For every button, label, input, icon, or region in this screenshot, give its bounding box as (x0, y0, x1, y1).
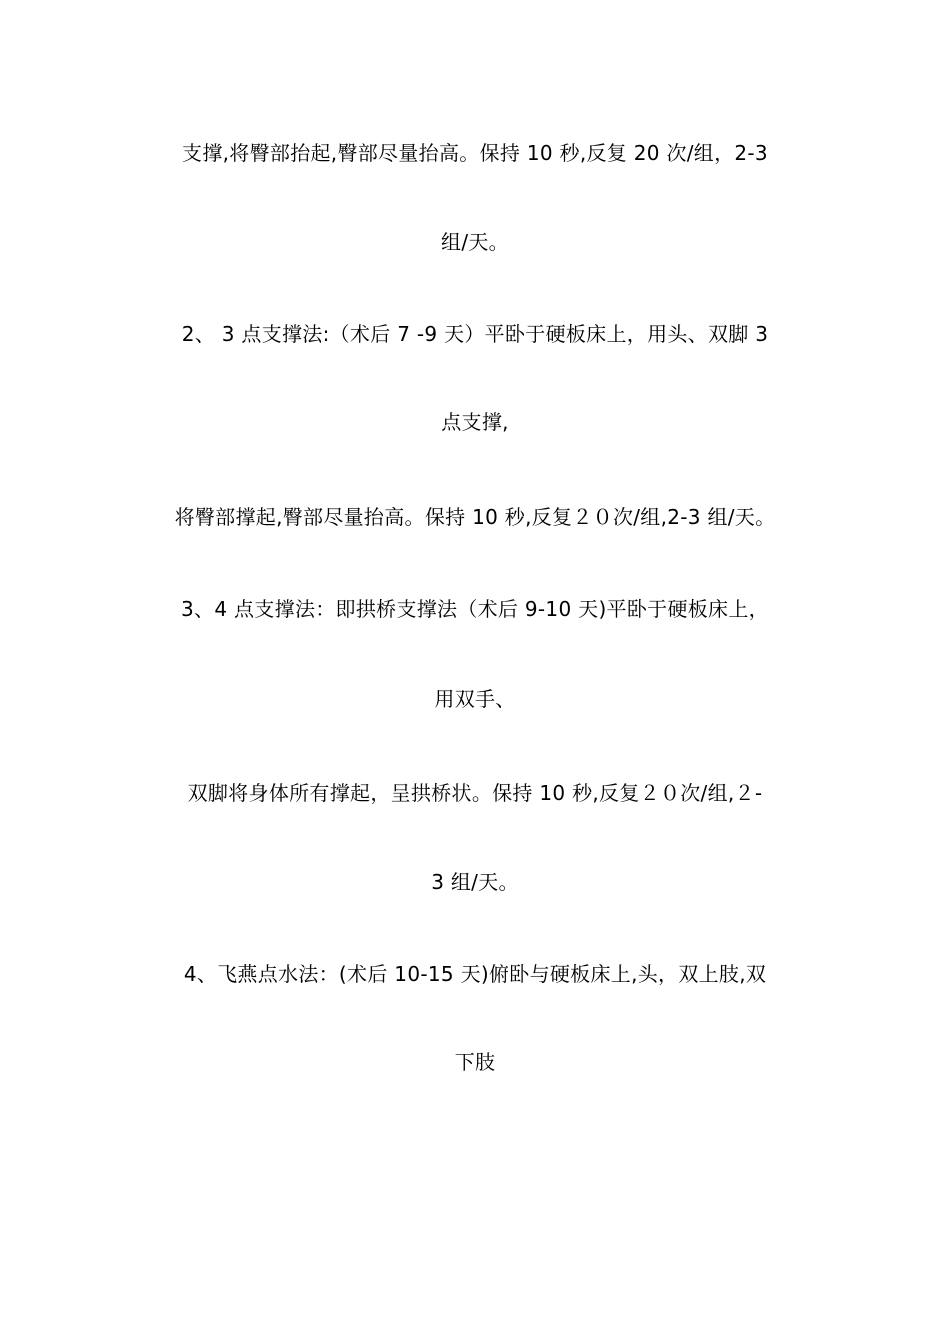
text-line: 下肢 (454, 1050, 496, 1074)
text-line: 双脚将身体所有撑起，呈拱桥状。保持 10 秒,反复２０次/组,２- (187, 781, 763, 805)
text-line: 点支撑, (441, 410, 509, 434)
text-line: 2、 3 点支撑法:（术后 7 -9 天）平卧于硬板床上，用头、双脚 3 (181, 322, 769, 346)
text-line: 将臀部撑起,臀部尽量抬高。保持 10 秒,反复２０次/组,2-3 组/天。 (174, 505, 776, 529)
text-line: 用双手、 (434, 687, 516, 711)
text-line: 4、飞燕点水法：(术后 10-15 天)俯卧与硬板床上,头，双上肢,双 (183, 962, 767, 986)
text-line: 组/天。 (441, 230, 509, 254)
text-line: 3、4 点支撑法：即拱桥支撑法（术后 9-10 天)平卧于硬板床上， (181, 597, 769, 621)
text-line: 支撑,将臀部抬起,臀部尽量抬高。保持 10 秒,反复 20 次/组，2-3 (182, 141, 768, 165)
text-line: 3 组/天。 (431, 870, 519, 894)
